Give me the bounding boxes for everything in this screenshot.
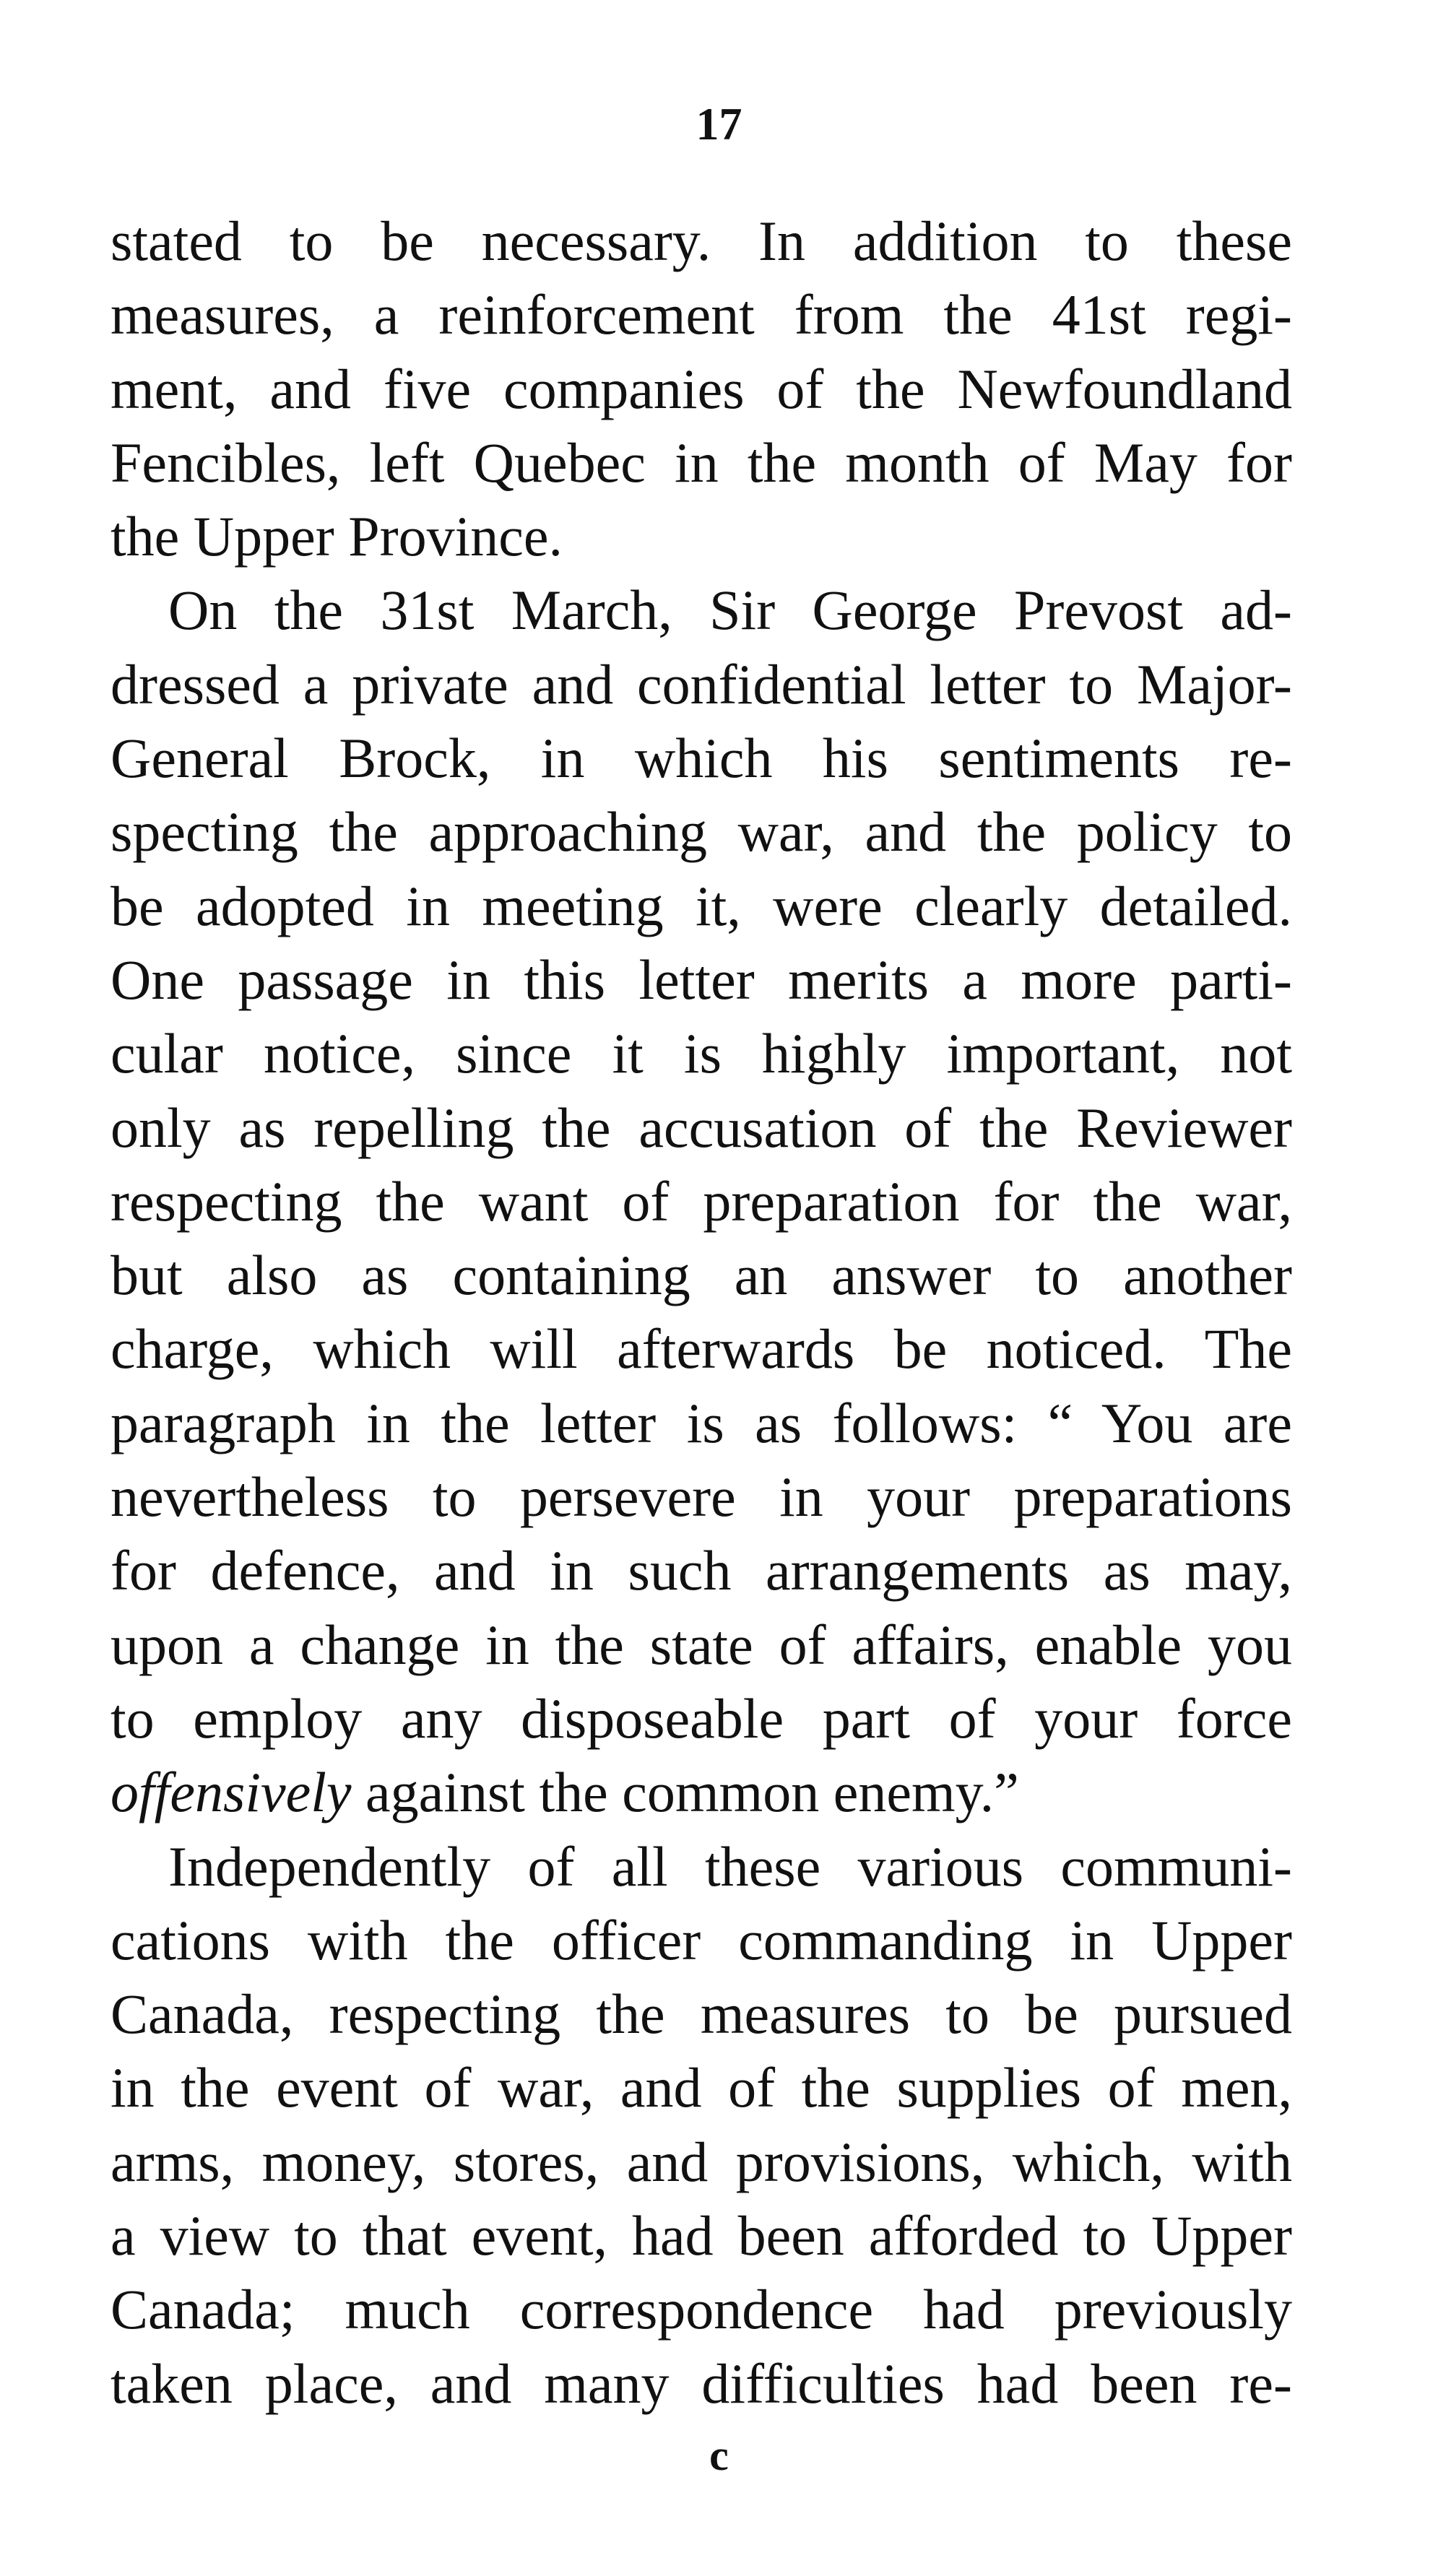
paragraph-3 — [111, 1830, 1292, 2421]
text-line: the Upper Province. — [111, 505, 563, 568]
emphasized-word: offensively — [111, 1761, 352, 1824]
text-line: nevertheless to persevere in your preparations — [111, 1465, 1292, 1529]
text-line: Independently of all these various communi- — [168, 1834, 1292, 1898]
text-line: On the 31st March, Sir George Prevost ad- — [168, 578, 1292, 642]
text-line: taken place, and many difficulties had been re- — [111, 2351, 1292, 2415]
text-line: only as repelling the accusation of the Reviewer — [111, 1096, 1292, 1159]
text-line: respecting the want of preparation for the war, — [111, 1169, 1292, 1233]
text-line: Canada; much correspondence had previously — [111, 2278, 1292, 2341]
text-line: arms, money, stores, and provisions, which, with — [111, 2130, 1292, 2193]
paragraph-2 — [111, 573, 1292, 1829]
paragraph-1 — [111, 204, 1292, 573]
text-line: be adopted in meeting it, were clearly detailed. — [111, 874, 1292, 937]
page-number: 17 — [696, 98, 742, 149]
body-text — [111, 204, 1292, 2421]
text-line: to employ any disposeable part of your force — [111, 1686, 1292, 1750]
text-line: upon a change in the state of affairs, enable you — [111, 1613, 1292, 1676]
text-line: paragraph in the letter is as follows: “ You are — [111, 1391, 1292, 1454]
text-line: stated to be necessary. In addition to these — [111, 209, 1292, 272]
text-line: Fencibles, left Quebec in the month of May for — [111, 430, 1292, 494]
text-line: measures, a reinforcement from the 41st regi- — [111, 283, 1292, 347]
text-fragment: against the common enemy.” — [351, 1761, 1019, 1824]
text-line: cations with the officer commanding in Upper — [111, 1908, 1292, 1972]
text-line: cular notice, since it is highly important, not — [111, 1022, 1292, 1085]
text-line: in the event of war, and of the supplies of men, — [111, 2056, 1292, 2120]
text-line: ment, and five companies of the Newfoundland — [111, 357, 1292, 420]
text-line: Canada, respecting the measures to be pursued — [111, 1982, 1292, 2046]
text-line: General Brock, in which his sentiments re- — [111, 727, 1292, 790]
text-line: One passage in this letter merits a more parti- — [111, 947, 1292, 1011]
text-line: for defence, and in such arrangements as may, — [111, 1539, 1292, 1603]
text-line: charge, which will afterwards be noticed. The — [111, 1317, 1292, 1381]
signature-mark: c — [709, 2432, 729, 2479]
text-line: specting the approaching war, and the policy to — [111, 800, 1292, 864]
text-line: but also as containing an answer to another — [111, 1244, 1292, 1307]
text-line — [111, 1756, 1292, 1829]
text-line: a view to that event, had been afforded to Upper — [111, 2204, 1292, 2268]
text-line: dressed a private and confidential letter to Major- — [111, 652, 1292, 716]
